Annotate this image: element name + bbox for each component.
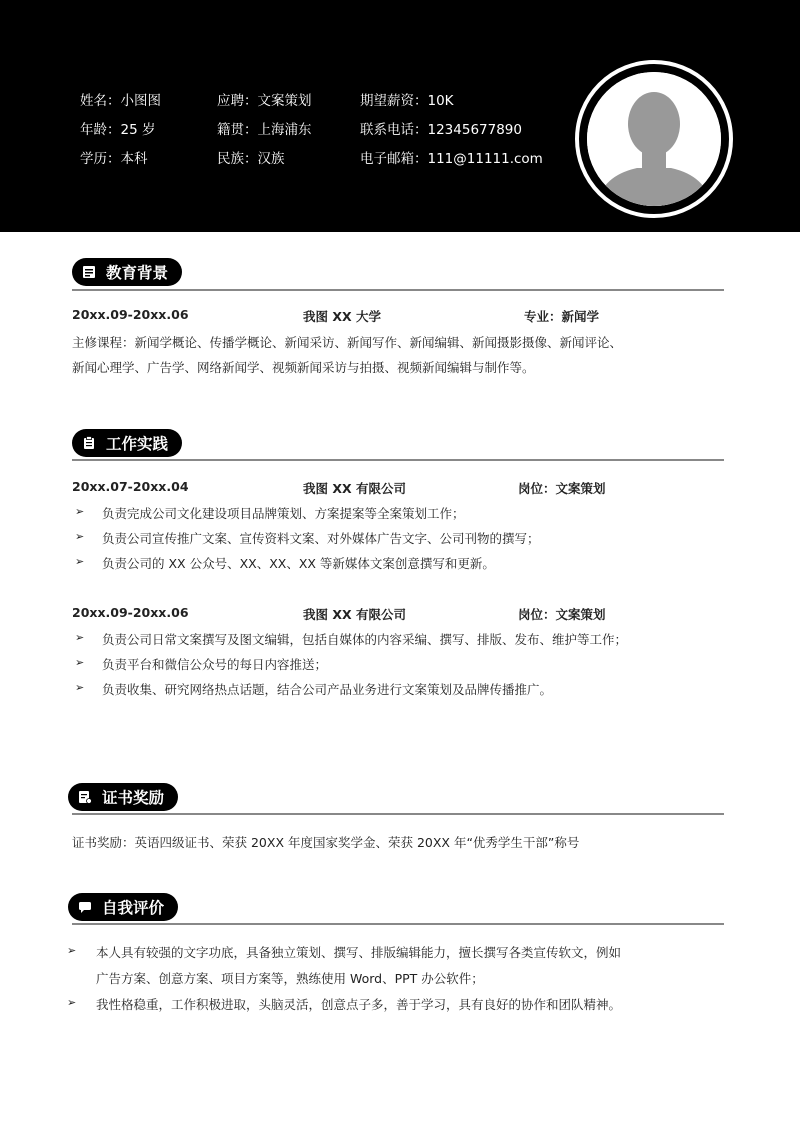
education-major: 专业：新闻学 bbox=[524, 309, 600, 324]
age-field: 年龄：25 岁 bbox=[80, 122, 156, 138]
book-icon bbox=[82, 265, 96, 279]
hometown-field: 籍贯：上海浦东 bbox=[217, 122, 312, 138]
person-silhouette-icon bbox=[587, 72, 721, 206]
section-title-self-eval bbox=[68, 893, 178, 921]
section-divider bbox=[72, 459, 724, 461]
profile-photo bbox=[575, 60, 733, 218]
header-banner bbox=[0, 0, 800, 232]
job-role: 岗位：文案策划 bbox=[518, 481, 606, 496]
arrow-right-icon: ➢ bbox=[75, 631, 85, 644]
chat-icon bbox=[78, 900, 92, 914]
job-company: 我图 XX 有限公司 bbox=[303, 607, 406, 622]
job-bullet: 负责公司宣传推广文案、宣传资料文案、对外媒体广告文字、公司刊物的撰写； bbox=[102, 531, 540, 546]
arrow-right-icon: ➢ bbox=[75, 530, 85, 543]
self-eval-bullet-line2: 广告方案、创意方案、项目方案等，熟练使用 Word、PPT 办公软件； bbox=[96, 971, 484, 986]
section-title-education bbox=[72, 258, 182, 286]
job-bullet: 负责平台和微信公众号的每日内容推送； bbox=[102, 657, 328, 672]
arrow-right-icon: ➢ bbox=[75, 505, 85, 518]
section-title-label: 自我评价 bbox=[102, 899, 165, 917]
phone-field: 联系电话：12345677890 bbox=[360, 122, 522, 138]
job-period: 20xx.09-20xx.06 bbox=[72, 605, 189, 620]
arrow-right-icon: ➢ bbox=[67, 944, 77, 957]
education-courses-line1: 主修课程：新闻学概论、传播学概论、新闻采访、新闻写作、新闻编辑、新闻摄影摄像、新闻评论、 bbox=[72, 335, 623, 350]
section-divider bbox=[72, 289, 724, 291]
self-eval-bullet-line1: 本人具有较强的文字功底，具备独立策划、撰写、排版编辑能力，擅长撰写各类宣传软文，例如 bbox=[96, 945, 622, 960]
education-period: 20xx.09-20xx.06 bbox=[72, 307, 189, 322]
email-field: 电子邮箱：111@11111.com bbox=[360, 151, 543, 167]
job-role: 岗位：文案策划 bbox=[518, 607, 606, 622]
section-title-label: 证书奖励 bbox=[102, 789, 165, 807]
job-bullet: 负责公司的 XX 公众号、XX、XX、XX 等新媒体文案创意撰写和更新。 bbox=[102, 556, 495, 571]
job-bullet: 负责公司日常文案撰写及图文编辑，包括自媒体的内容采编、撰写、排版、发布、维护等工作； bbox=[102, 632, 628, 647]
arrow-right-icon: ➢ bbox=[75, 681, 85, 694]
section-title-work bbox=[72, 429, 182, 457]
section-title-label: 教育背景 bbox=[106, 264, 169, 282]
section-divider bbox=[72, 813, 724, 815]
arrow-right-icon: ➢ bbox=[67, 996, 77, 1009]
education-field: 学历：本科 bbox=[80, 151, 148, 167]
section-title-label: 工作实践 bbox=[106, 435, 169, 453]
section-title-certificates bbox=[68, 783, 178, 811]
education-school: 我图 XX 大学 bbox=[303, 309, 381, 324]
name-field: 姓名：小图图 bbox=[80, 93, 161, 109]
job-bullet: 负责收集、研究网络热点话题，结合公司产品业务进行文案策划及品牌传播推广。 bbox=[102, 682, 553, 697]
position-field: 应聘：文案策划 bbox=[217, 93, 312, 109]
job-bullet: 负责完成公司文化建设项目品牌策划、方案提案等全案策划工作； bbox=[102, 506, 465, 521]
salary-field: 期望薪资：10K bbox=[360, 93, 454, 109]
certificates-text: 证书奖励：英语四级证书、荣获 20XX 年度国家奖学金、荣获 20XX 年“优秀学生干部”称号 bbox=[72, 835, 580, 850]
arrow-right-icon: ➢ bbox=[75, 555, 85, 568]
section-divider bbox=[72, 923, 724, 925]
job-period: 20xx.07-20xx.04 bbox=[72, 479, 189, 494]
arrow-right-icon: ➢ bbox=[75, 656, 85, 669]
clipboard-icon bbox=[82, 436, 96, 450]
education-courses-line2: 新闻心理学、广告学、网络新闻学、视频新闻采访与拍摄、视频新闻编辑与制作等。 bbox=[72, 360, 535, 375]
certificate-icon bbox=[78, 790, 92, 804]
job-company: 我图 XX 有限公司 bbox=[303, 481, 406, 496]
self-eval-bullet: 我性格稳重，工作积极进取，头脑灵活，创意点子多，善于学习，具有良好的协作和团队精神。 bbox=[96, 997, 622, 1012]
ethnicity-field: 民族：汉族 bbox=[217, 151, 285, 167]
